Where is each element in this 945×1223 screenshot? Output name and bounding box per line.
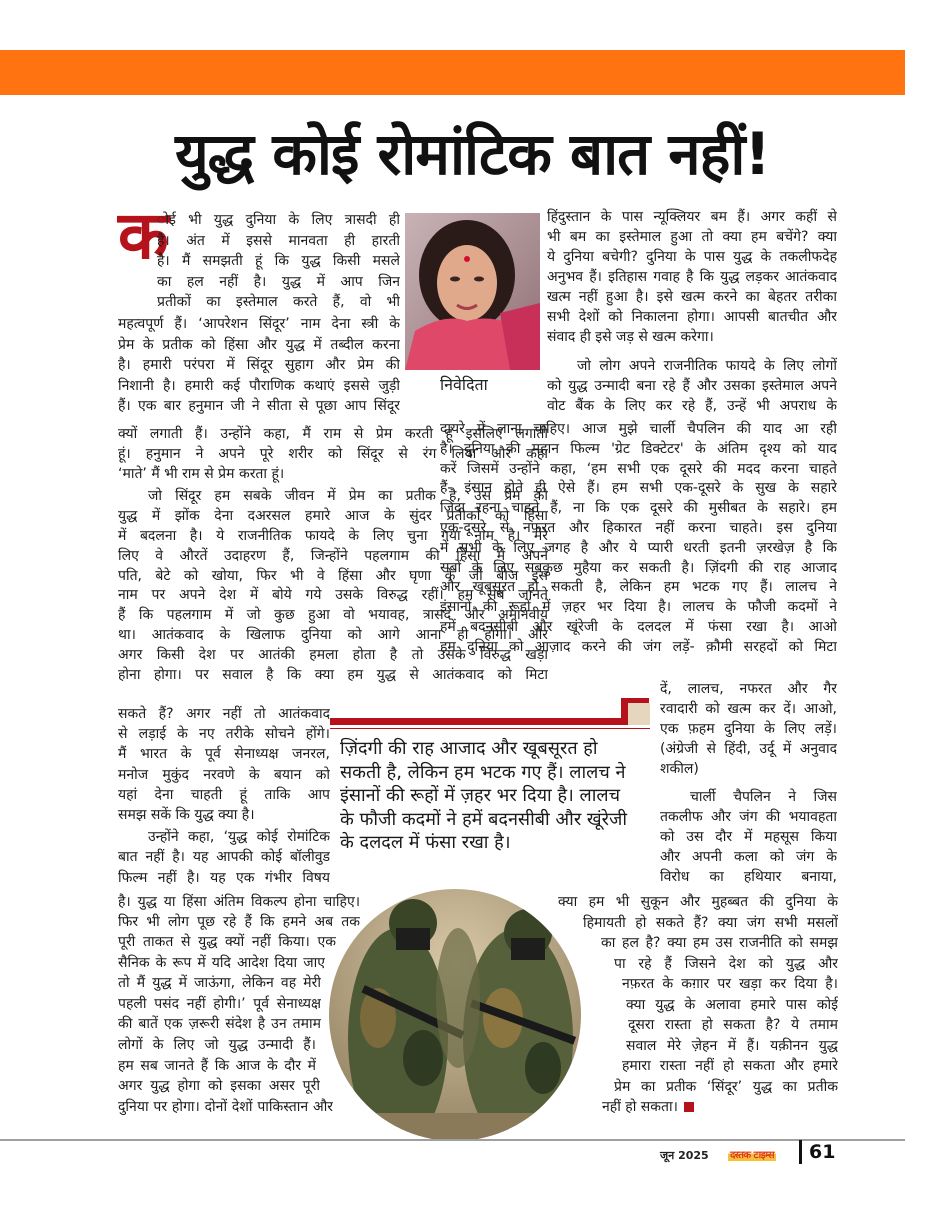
article-line: प्रतीकों का इस्तेमाल करते हैं, वो भी — [157, 294, 400, 311]
article-line: से लड़ाई के नए तरीके सोचने होंगे। — [118, 726, 330, 743]
article-line: नहीं हो सकता। — [602, 1097, 838, 1118]
drop-cap: क — [118, 197, 169, 274]
article-line: रवादारी को खत्म कर दें। आओ, — [660, 701, 837, 717]
magazine-logo: दस्तक टाइम्स — [728, 1147, 776, 1161]
author-photo — [405, 213, 540, 370]
article-line: निशानी है। हमारी कई पौराणिक कथाएं इससे जुड़ी — [118, 377, 400, 394]
article-line: फिर भी लोग पूछ रहे हैं कि हमने अब तक — [118, 914, 360, 931]
article-line: महत्वपूर्ण हैं। ‘आपरेशन सिंदूर’ नाम देना स्त्री के — [118, 316, 400, 332]
article-line: और अपनी कला को जंग के — [660, 849, 837, 865]
article-line: हूं। हनुमान ने अपने पूरे शरीर को सिंदूर से रंग लिया और कहा — [118, 445, 548, 462]
article-line: तो मैं युद्ध में जाऊंगा, लेकिन वह मेरी — [118, 975, 321, 992]
article-line: वोट बैंक के लिए कर रहे हैं, उन्हें भी अपराध के — [547, 398, 837, 414]
article-line: हैं कि पहलगाम में जो कुछ हुआ वो भयावह, त्रासद और अमानवीय — [118, 607, 548, 624]
article-line: जो सिंदूर हम सबके जीवन में प्रेम का प्रतीक है, उस प्रेम को — [148, 488, 548, 505]
article-line: की बातें एक ज़रूरी संदेश है उन तमाम — [118, 1016, 321, 1033]
article-line: सभी देशों को निकालना होगा। आपसी बातचीत और — [547, 309, 837, 325]
article-line: तकलीफ और जंग की भयावहता — [660, 809, 837, 825]
article-line: मनोज मुकुंद नरवणे के बयान को — [118, 766, 330, 783]
article-line: है। मैं समझती हूं कि युद्ध किसी मसले — [157, 253, 400, 270]
article-line: था। आतंकवाद के खिलाफ दुनिया को आगे आना ही होगा। और — [118, 627, 548, 643]
header-color-bar — [0, 50, 905, 95]
soldiers-photo — [328, 888, 583, 1143]
article-line: दुनिया पर होगा। दोनों देशों पाकिस्तान और — [118, 1098, 333, 1115]
article-line: हम सब जानते हैं कि आज के दौर में — [118, 1057, 316, 1074]
article-line: जो लोग अपने राजनीतिक फायदे के लिए लोगों — [577, 358, 837, 374]
article-line: लिए वे औरतें उदाहरण हैं, जिन्होंने पहलगाम की हिंसा में अपने — [118, 547, 548, 564]
article-line: हैं- इंसान होते ही ऐसे हैं। हम सभी एक-दूसरे के सुख के सहारे — [440, 480, 837, 497]
article-line: नाम पर अपने देश में बोये गये उसके विरुद्ध रहीं। हम सब जानते — [118, 587, 548, 604]
article-line: (अंग्रेजी से हिंदी, उर्दू में अनुवाद — [660, 741, 837, 757]
article-line: है। अंत में इससे मानवता ही हारती — [157, 232, 400, 249]
article-line: जिंदा रहना चाहते हैं, ना कि एक दूसरे की मुसीबत के सहारे। हम — [440, 500, 837, 517]
article-line: है। हमारी परंपरा में सिंदूर सुहाग और प्रेम की — [118, 357, 400, 374]
article-line: दायरे में लाना चाहिए। आज मुझे चार्ली चैपलिन की याद आ रही — [440, 421, 837, 437]
article-line: सैनिक के रूप में यदि आदेश दिया जाए — [118, 954, 325, 971]
article-line: अगर युद्ध होगा को इसका असर पूरी — [118, 1078, 320, 1095]
issue-date: जून 2025 — [660, 1149, 709, 1162]
article-line: में बदलना है। ये राजनीतिक फायदे के लिए चुना गया नाम है। मेरे — [118, 528, 548, 544]
article-line: क्या हम भी सुकून और मुहब्बत की दुनिया के — [558, 894, 838, 910]
article-line: बात नहीं है। यह आपकी कोई बॉलीवुड — [118, 849, 330, 866]
article-line: ‘माते’ मैं भी राम से प्रेम करता हूं। — [118, 465, 285, 482]
article-line: यहां देना चाहती हूं ताकि आप — [118, 786, 330, 803]
pullquote — [340, 737, 640, 855]
pullquote-line: के फौजी कदमों ने हमें बदनसीबी और खूंरेजी — [340, 808, 628, 830]
pullquote-line: सकती है, लेकिन हम भटक गए हैं। लालच ने — [340, 761, 626, 783]
article-line: इंसानों की रूहों में ज़हर भर दिया है। लालच के फौजी कदमों ने — [440, 599, 837, 616]
article-line: शकील) — [660, 761, 699, 777]
footer-rule — [0, 1139, 905, 1141]
article-line: लोगों के लिए जो युद्ध उन्मादी हैं। — [118, 1037, 316, 1053]
article-line: दें, लालच, नफरत और गैर — [660, 681, 837, 697]
article-line: दूसरा रास्ता हो सकता है? ये तमाम — [628, 1017, 838, 1033]
article-line: भी बम का इस्तेमाल हुआ तो क्या हम बचेंगे? क्या — [547, 229, 837, 245]
article-line: हमें बदनसीबी और खूंरेजी के दलदल में फंसा रखा है। आओ — [440, 619, 837, 635]
article-line: होना होगा। पर सवाल है कि क्या हम युद्ध से आतंकवाद को मिटा — [118, 666, 548, 683]
article-line: करें जिसमें उन्होंने कहा, ‘हम सभी एक दूसरे की मदद करना चाहते — [440, 460, 837, 477]
article-line: चार्ली चैपलिन ने जिस — [690, 789, 837, 805]
end-of-article-mark — [684, 1102, 694, 1112]
article-line: फिल्म नहीं है। यह एक गंभीर विषय — [118, 869, 330, 886]
pullquote-rule — [330, 718, 628, 725]
footer-separator — [799, 1140, 802, 1164]
article-line: हैं। एक बार हनुमान जी ने सीता से पूछा आप सिंदूर — [118, 398, 400, 415]
article-line: अनुभव हैं। इतिहास गवाह है कि युद्ध लड़कर आतंकवाद — [547, 269, 837, 285]
article-line: क्या युद्ध के अलावा हमारे पास कोई — [626, 996, 838, 1013]
article-line: प्रेम के प्रतीक को हिंसा और युद्ध में तब्दील करना — [118, 336, 400, 353]
article-line: पहली पसंद नहीं होगी।’ पूर्व सेनाध्यक्ष — [118, 995, 321, 1012]
article-line: हमारा रास्ता नहीं हो सकता और हमारे — [622, 1058, 838, 1074]
article-title: युद्ध कोई रोमांटिक बात नहीं! — [175, 120, 770, 188]
article-line: ोई भी युद्ध दुनिया के लिए त्रासदी ही — [157, 212, 400, 228]
article-line: नफ़रत के कग़ार पर खड़ा कर दिया है। — [622, 976, 838, 992]
pullquote-line: के दलदल में फंसा रखा है। — [340, 832, 511, 853]
article-line: अगर किसी देश पर आतंकी हमला होता है तो उसके विरुद्ध खड़ा — [118, 646, 548, 663]
article-line: मैं भारत के पूर्व सेनाध्यक्ष जनरल, — [118, 746, 330, 763]
article-line: सबों के लिए सबकुछ मुहैया कर सकती है। ज़िंदगी की राह आजाद — [440, 559, 837, 576]
article-line: है। दुनिया की महान फिल्म 'ग्रेट डिक्टेटर' के अंतिम दृश्य को याद — [440, 440, 837, 457]
article-line: युद्ध में झोंक देना दअरसल हमारे आज के सुंदर प्रतीकों को हिंसा — [118, 508, 548, 525]
article-line: हिमायती हो सकते हैं? क्या जंग सभी मसलों — [583, 914, 838, 931]
article-line: का हल नहीं है। युद्ध में आप जिन — [157, 273, 400, 290]
article-line: समझ सकें कि युद्ध क्या है। — [118, 807, 255, 823]
article-line: क्यों लगाती हैं। उन्होंने कहा, मैं राम से प्रेम करती हूं इसलिए लगाती — [118, 426, 548, 442]
article-line: में सभी के लिए जगह है और ये प्यारी धरती इतनी ज़रखेज़ है कि — [440, 539, 837, 556]
pullquote-ornament — [628, 703, 650, 725]
article-line: और खूबसूरत हो सकती है, लेकिन हम भटक गए हैं। लालच ने — [440, 579, 837, 596]
pullquote-line: इंसानों की रूहों में ज़हर भर दिया है। लालच — [340, 785, 621, 806]
article-line: हम दुनिया को आज़ाद करने की जंग लड़ें- क़ौमी सरहदों को मिटा — [440, 638, 837, 655]
article-line: को युद्ध उन्मादी बना रहे हैं और उसका इस्तेमाल अपने — [547, 378, 837, 394]
article-line: उन्होंने कहा, ‘युद्ध कोई रोमांटिक — [148, 829, 330, 846]
article-line: संवाद ही इसे जड़ से खत्म करेगा। — [547, 329, 714, 345]
pullquote-line: ज़िंदगी की राह आजाद और खूबसूरत हो — [340, 738, 598, 759]
article-line: खत्म नहीं हुआ है। इसे खत्म करने का बेहतर तरीका — [547, 289, 837, 305]
article-line: एक फ़हम दुनिया के लिए लड़ें। — [660, 721, 837, 737]
article-line: सवाल मेरे ज़ेहन में हैं। यक़ीनन युद्ध — [626, 1037, 838, 1054]
article-line: एक-दूसरे से नफ़रत और हिकारत नहीं करना चाहते। इस दुनिया — [440, 520, 837, 536]
author-caption: निवेदिता — [440, 375, 488, 394]
article-line: को उस दौर में महसूस किया — [660, 829, 837, 845]
pullquote-thin-rule — [330, 728, 650, 729]
article-line: विरोध का हथियार बनाया, — [660, 869, 837, 885]
article-line: है। युद्ध या हिंसा अंतिम विकल्प होना चाहिए। — [118, 894, 360, 910]
pullquote-rule-vertical — [621, 700, 628, 725]
article-line: सकते हैं? अगर नहीं तो आतंकवाद — [118, 706, 330, 722]
article-line: का हल है? क्या हम उस राजनीति को समझ — [601, 935, 838, 951]
article-line: पूरी ताकत से युद्ध क्यों नहीं किया। एक — [118, 934, 336, 950]
article-line: ये दुनिया बचेगी? दुनिया के पास युद्ध के तकलीफदेह — [547, 249, 837, 265]
article-line: हिंदुस्तान के पास न्यूक्लियर बम हैं। अगर कहीं से — [547, 209, 837, 225]
article-line: प्रेम का प्रतीक ‘सिंदूर’ युद्ध का प्रतीक — [614, 1078, 838, 1095]
page-number: 61 — [809, 1141, 836, 1163]
article-line: पा रहे हैं जिसने देश को युद्ध और — [614, 955, 838, 972]
article-line: पति, बेटे को खोया, फिर भी वे हिंसा और घृणा के जो बीज इस — [118, 567, 548, 584]
